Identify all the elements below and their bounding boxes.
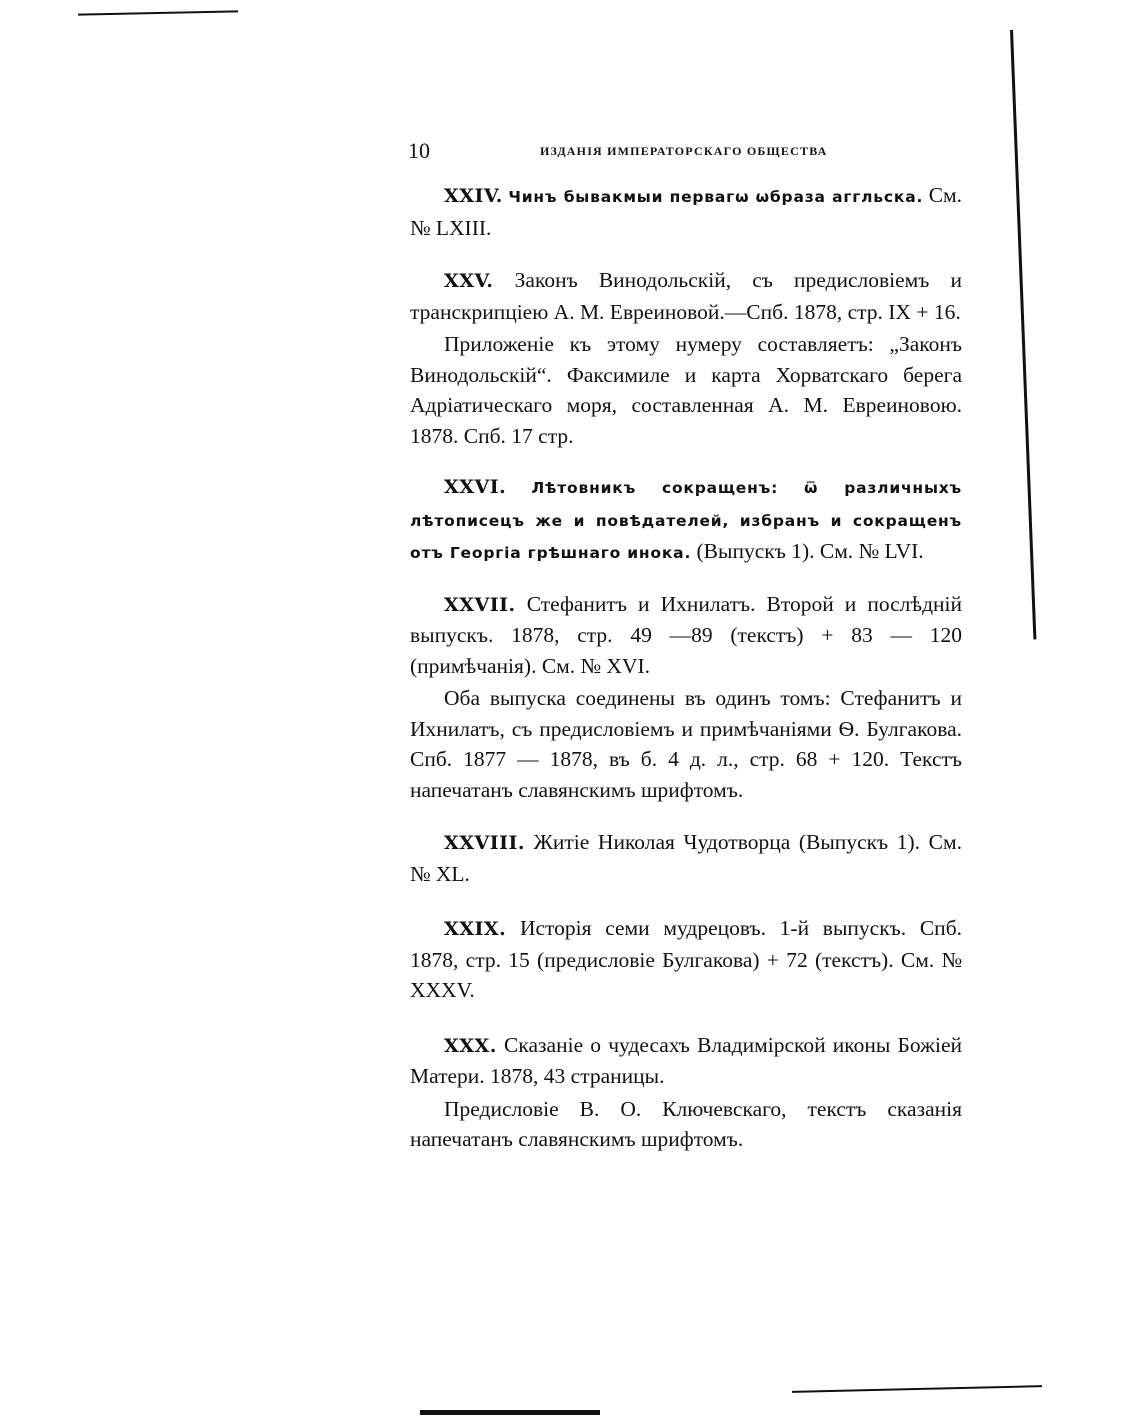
entry-number: XXIX.: [444, 918, 507, 940]
scan-mark-top-left: [78, 10, 238, 15]
entry-paragraph: [410, 471, 962, 569]
entry-xxvii: [410, 589, 962, 806]
entry-paragraph: [410, 1030, 962, 1092]
entry-note: Оба выпуска соединены въ одинъ томъ: Стефанитъ и Ихнилатъ, съ предисловіемъ и примѣчаніями Ѳ. Булгакова. Спб. 1877 — 1878, въ б. 4 д. л., стр. 68 + 120. Текстъ напечатанъ славянскимъ шрифтомъ.: [410, 686, 962, 802]
entry-number: XXVII.: [444, 593, 516, 616]
entry-number: XXX.: [444, 1034, 497, 1057]
entry-note: Предисловіе В. О. Ключевскаго, текстъ сказанія напечатанъ славянскимъ шрифтомъ.: [410, 1096, 962, 1151]
entry-paragraph: [410, 589, 962, 682]
entry-number: XXVI.: [444, 476, 507, 498]
entry-text: Сказаніе о чудесахъ Владимірской иконы Божіей Матери. 1878, 43 страницы.: [410, 1032, 962, 1088]
page-number: 10: [408, 138, 430, 163]
running-head: [408, 138, 958, 164]
entry-xxv: [410, 265, 962, 451]
entry-text: Житіе Николая Чудотворца (Выпускъ 1). См. № XL.: [410, 830, 962, 886]
slavonic-title: Лѣтовникъ сокращенъ: ѿ различныхъ лѣтописецъ же и повѣдателей, избранъ и сокращенъ отъ Георгіа грѣшнаго инока.: [410, 479, 963, 562]
entry-number: XXIV.: [444, 185, 503, 207]
entry-paragraph: [410, 827, 962, 889]
entry-paragraph: [410, 180, 962, 243]
scan-mark-bottom: [420, 1410, 600, 1415]
scan-mark-bottom-right: [792, 1385, 1042, 1393]
running-title: ИЗДАНІЯ ИМПЕРАТОРСКАГО ОБЩЕСТВА: [540, 144, 828, 158]
entry-text: Исторія семи мудрецовъ. 1-й выпускъ. Спб. 1878, стр. 15 (предисловіе Булгакова) + 72 (текстъ). См. № XXXV.: [410, 916, 963, 1002]
entry-note: Приложеніе къ этому нумеру составляетъ: „Законъ Винодольскій“. Факсимиле и карта Хорватскаго берега Адріатическаго моря, составленная А. М. Евреиновою. 1878. Спб. 17 стр.: [410, 332, 962, 448]
entry-paragraph: [410, 913, 962, 1006]
slavonic-title: Чинъ бывакмыи первагѡ ѡбраза аггльска.: [508, 188, 924, 206]
entry-text: Стефанитъ и Ихнилатъ. Второй и послѣдній выпускъ. 1878, стр. 49 —89 (текстъ) + 83 — 120 (примѣчанія). См. № XVI.: [410, 591, 963, 678]
entry-number: XXV.: [444, 270, 494, 292]
entries-list: [410, 180, 962, 1179]
entry-text: Законъ Винодольскій, съ предисловіемъ и транскрипціею А. М. Евреиновой.—Спб. 1878, стр. IX + 16.: [410, 268, 962, 324]
entry-number: XXVIII.: [444, 832, 526, 854]
entry-paragraph: [410, 265, 962, 327]
entry-xxiv: [410, 180, 962, 243]
entry-text: (Выпускъ 1). См. № LVI.: [696, 539, 924, 563]
scan-mark-right-edge: [1010, 30, 1036, 640]
entry-xxx: [410, 1030, 962, 1155]
entry-text: См. № LXIII.: [410, 183, 963, 240]
entry-xxviii: [410, 827, 962, 889]
entry-xxix: [410, 913, 962, 1006]
entry-xxvi: [410, 471, 962, 569]
